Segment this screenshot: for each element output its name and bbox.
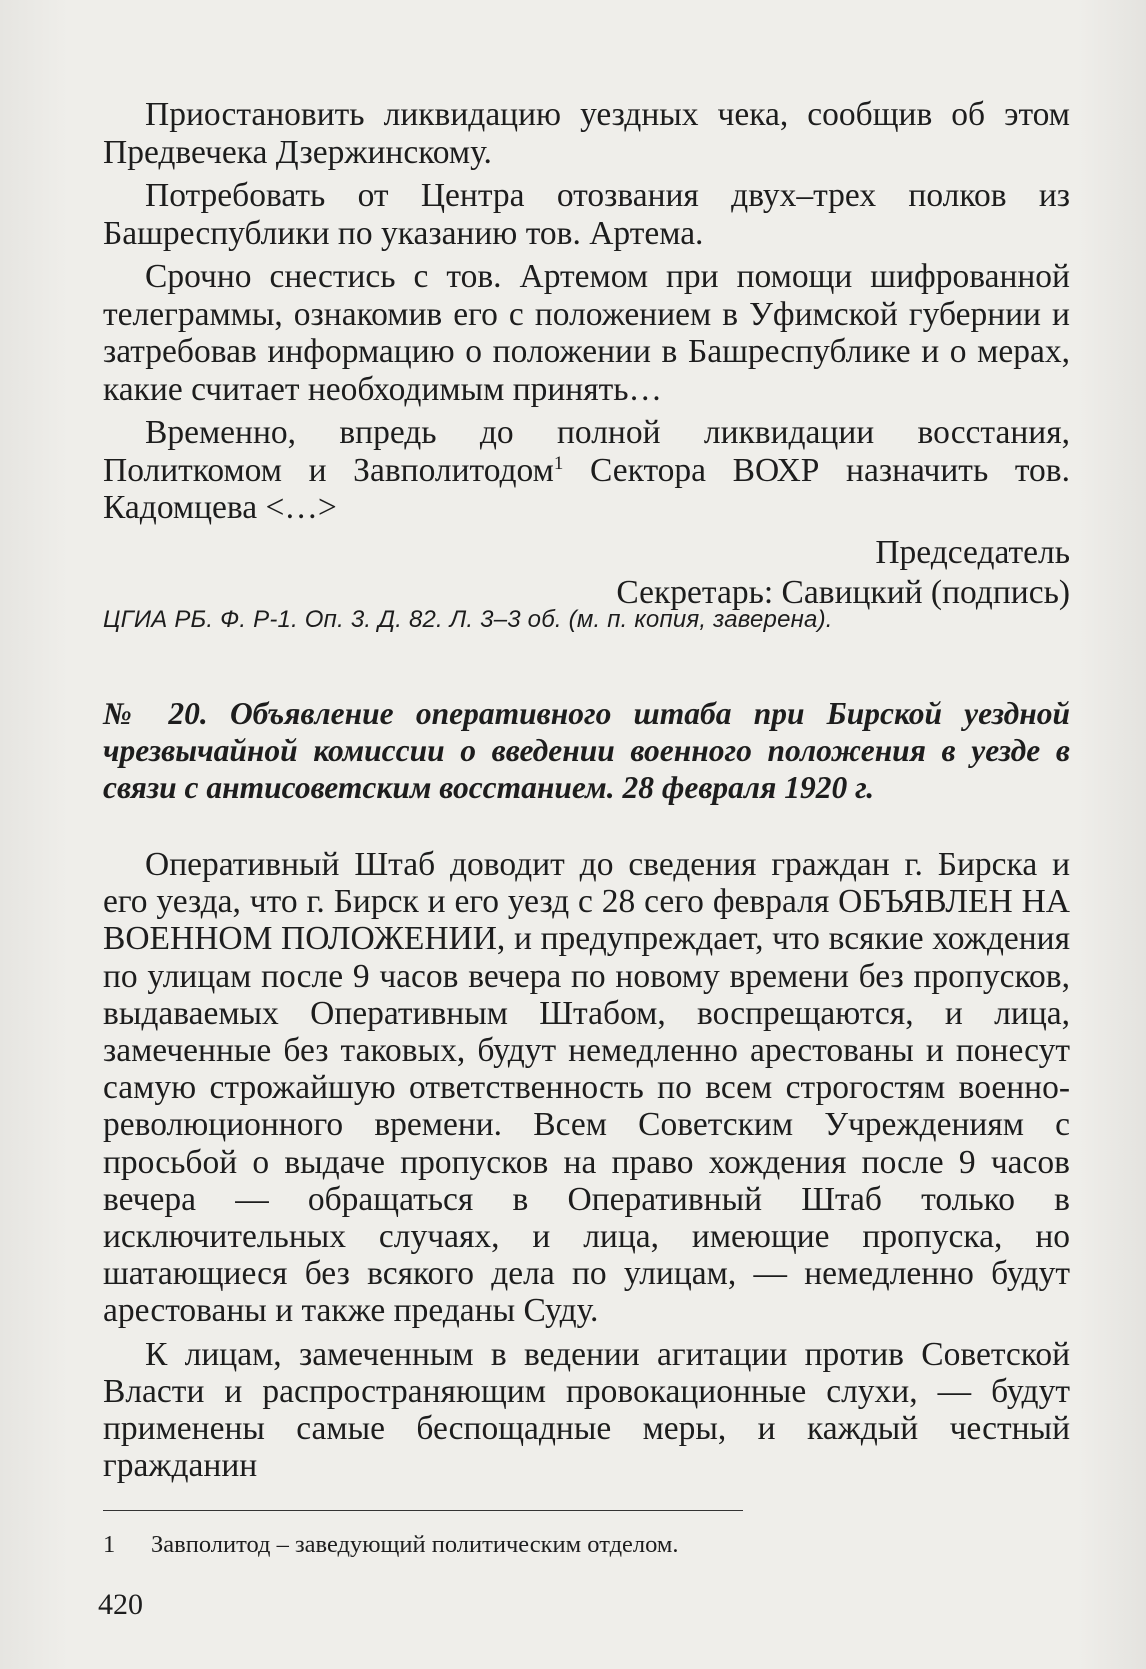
page-number: 420 <box>98 1588 143 1621</box>
paragraph-contact-artem: Срочно снестись с тов. Артемом при помощи шифрованной телеграммы, ознакомив его с положением в Уфимской губернии и затребовав информацию о положении в Башреспублике и о мерах, какие считает необходимым принять… <box>103 258 1070 408</box>
footnote-reference: 1 <box>553 452 564 474</box>
signature-chairman: Председатель <box>875 533 1070 571</box>
footnote-number: 1 <box>103 1531 116 1558</box>
document-title: № 20. Объявление оперативного штаба при Бирской уездной чрезвычайной комиссии о введении военного положения в уезде в связи с антисоветским восстанием. 28 февраля 1920 г. <box>103 696 1070 805</box>
announcement-body <box>103 846 1070 1490</box>
paragraph-appoint-kadomtsev <box>103 414 1070 527</box>
footnote-text: Завполитод – заведующий политическим отделом. <box>151 1531 679 1558</box>
paragraph-appoint-text: Временно, впредь до полной ликвидации восстания, Политкомом и Завполитодом <box>103 414 1070 489</box>
paragraph-appoint-text-end: Сектора ВОХР назначить тов. Кадомцева <…> <box>103 451 1070 526</box>
footnote <box>103 1530 679 1560</box>
paragraph-demand-regiments: Потребовать от Центра отозвания двух–трех полков из Башреспублики по указанию тов. Артема. <box>103 177 1070 252</box>
text-column <box>103 96 1070 1485</box>
paragraph-suspend-liquidation: Приостановить ликвидацию уездных чека, сообщив об этом Предвечека Дзержинскому. <box>103 96 1070 171</box>
footnote-divider <box>103 1510 743 1511</box>
signature-secretary: Секретарь: Савицкий (подпись) <box>616 573 1070 611</box>
paragraph-martial-law: Оперативный Штаб доводит до сведения граждан г. Бирска и его уезда, что г. Бирск и его уезд с 28 сего февраля ОБЪЯВЛЕН НА ВОЕННОМ ПОЛОЖЕНИИ, и предупреждает, что всякие хождения по улицам после 9 часов вечера по новому времени без пропусков, выдаваемых Оперативным Штабом, воспрещаются, и лица, замеченные без таковых, будут немедленно арестованы и понесут самую строжайшую ответственность по всем строгостям военно-революционного времени. Всем Советским Учреждениям с просьбой о выдаче пропусков на право хождения после 9 часов вечера — обращаться в Оперативный Штаб только в исключительных случаях, и лица, имеющие пропуска, но шатающиеся без всякого дела по улицам, — немедленно будут арестованы и также преданы Суду. <box>103 846 1070 1330</box>
paragraph-agitation-measures: К лицам, замеченным в ведении агитации против Советской Власти и распространяющим провокационные слухи, — будут применены самые беспощадные меры, и каждый честный гражданин <box>103 1335 1070 1485</box>
archive-reference: ЦГИА РБ. Ф. Р-1. Оп. 3. Д. 82. Л. 3–3 об. (м. п. копия, заверена). <box>103 606 833 633</box>
